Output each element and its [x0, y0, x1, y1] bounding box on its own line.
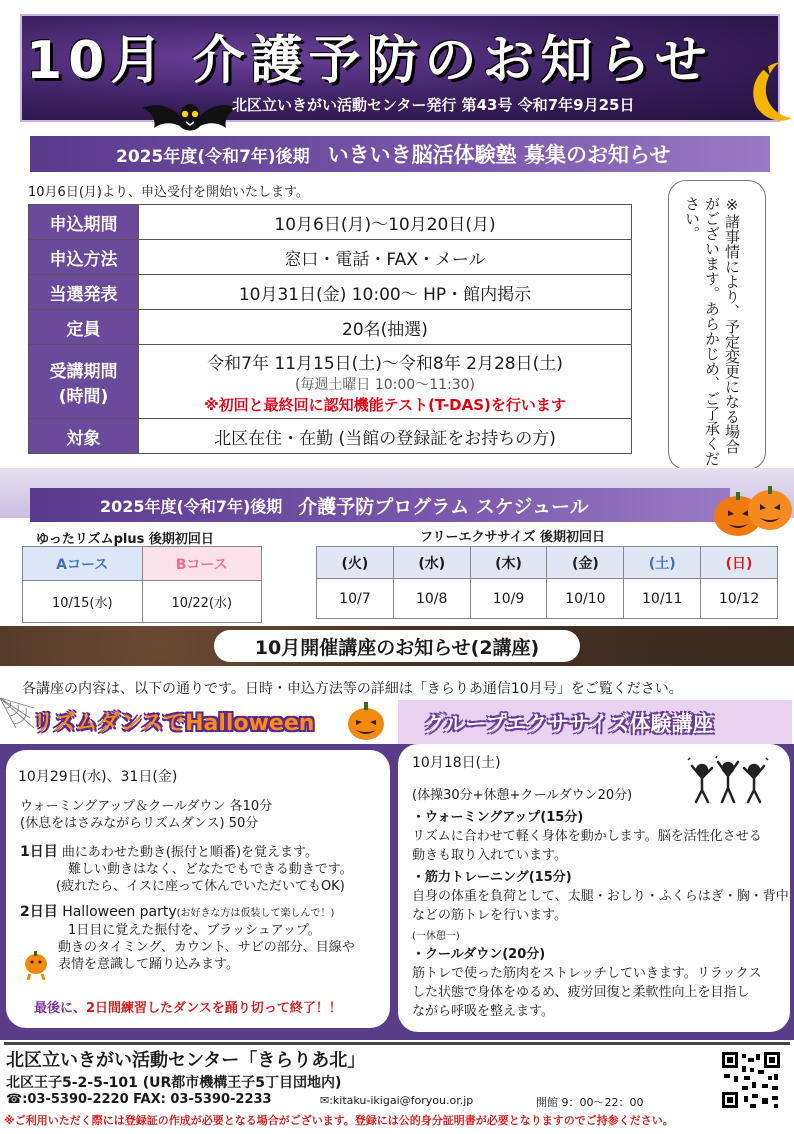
- day-cell: (金): [547, 547, 624, 579]
- notice-text: ※諸事情により、予定変更になる場合がございます。あらかじめ、ご了承ください。: [683, 196, 741, 466]
- section-bar-year: 2025年度(令和7年)後期: [100, 496, 283, 516]
- group-date: 10月18日(土): [412, 755, 501, 771]
- rhythm-day1: [20, 844, 353, 895]
- strength-line: などの筋トレを行います。: [412, 908, 567, 923]
- section-bar-heading: 介護予防プログラム スケジュール: [298, 495, 589, 518]
- row-label: 当選発表: [29, 275, 139, 310]
- rhythm-closing: [34, 997, 342, 1016]
- table-row: [29, 345, 632, 419]
- day-cell: (木): [470, 547, 547, 579]
- cooldown-line: した状態で身体をゆるめ、疲労回復と柔軟性向上を目指し: [412, 985, 750, 1000]
- group-cooldown: [412, 945, 761, 1021]
- courses-intro: 各講座の内容は、以下の通りです。日時・申込方法等の詳細は「きらりあ通信10月号」をご覧ください。: [22, 681, 683, 697]
- day1-line: 難しい動きはなく、どなたでもできる動きです。: [68, 862, 353, 877]
- date-cell: 10/12: [701, 579, 778, 619]
- pumpkin-character-icon: [22, 950, 50, 980]
- course-a-name: Aコース: [23, 547, 143, 581]
- day2-line: 動きのタイミング、カウント、サビの部分、目線や: [58, 940, 355, 955]
- warmup-heading: ・ウォーミングアップ(15分): [412, 810, 584, 825]
- registration-note: ※ご利用いただく際には登録証の作成が必要となる場合がございます。登録には公的身分証明書が必要となりますのでご持参ください。: [4, 1114, 674, 1127]
- table-row: [23, 547, 262, 581]
- course-b-name: Bコース: [142, 547, 262, 581]
- cooldown-heading: ・クールダウン(20分): [412, 947, 546, 962]
- facility-name: 北区立いきがい活動センター「きらりあ北」: [6, 1050, 366, 1071]
- rhythm-structure: [20, 798, 272, 832]
- spiderweb-icon: [0, 698, 34, 728]
- day2-heading: 2日目: [20, 904, 58, 920]
- row-label: 申込方法: [29, 240, 139, 275]
- rhythm-structure-line: (休息をはさみながらリズムダンス) 50分: [20, 816, 259, 831]
- bat-icon: [140, 92, 240, 138]
- group-strength: [412, 868, 789, 925]
- day-cell: (水): [393, 547, 470, 579]
- jack-o-lantern-icon: [344, 698, 388, 742]
- period-dates: 令和7年 11月15日(土)～令和8年 2月28日(土): [207, 353, 563, 374]
- row-value: 10月6日(月)～10月20日(月): [139, 205, 632, 240]
- day2-line: 1日目に覚えた振付を、ブラッシュアップ。: [68, 923, 321, 938]
- day2-line: Halloween party: [57, 904, 177, 920]
- table-row: [317, 579, 778, 619]
- rhythm-closing-lead: 最後に、: [34, 1001, 87, 1016]
- section-heading-courses: 10月開催講座のお知らせ(2講座): [214, 630, 580, 662]
- date-cell: 10/7: [317, 579, 394, 619]
- free-exercise-title: フリーエクササイズ 後期初回日: [420, 530, 605, 545]
- pumpkins-icon: [708, 482, 794, 538]
- row-value: 10月31日(金) 10:00～ HP・館内掲示: [139, 275, 632, 310]
- course-table: [22, 546, 262, 623]
- day1-line: (疲れたら、イスに座って休んでいただいてもOK): [56, 879, 345, 894]
- rhythm-day2: [20, 904, 355, 973]
- day-cell: (土): [624, 547, 701, 579]
- table-row: [29, 310, 632, 345]
- warmup-line: リズムに合わせて軽く身体を動かします。脳を活性化させる: [412, 829, 762, 844]
- facility-address: 北区王子5-2-5-101 (UR都市機構王子5丁目団地内): [6, 1075, 342, 1091]
- footer-divider: [4, 1042, 790, 1045]
- table-row: [29, 275, 632, 310]
- day2-costume-note: (お好きな方は仮装して楽しんで！): [176, 908, 335, 919]
- table-row: [29, 240, 632, 275]
- row-label: [29, 345, 139, 419]
- period-time: (毎週土曜日 10:00～11:30): [294, 376, 476, 393]
- period-label: 受講期間: [49, 361, 118, 382]
- row-value: 窓口・電話・FAX・メール: [139, 240, 632, 275]
- cooldown-line: 筋トレで使った筋肉をストレッチしていきます。リラックス: [412, 966, 762, 981]
- opening-hours: 開館 9：00～22：00: [536, 1096, 644, 1109]
- table-row: [317, 547, 778, 579]
- section-bar-heading: いきいき脳活体験塾 募集のお知らせ: [327, 143, 671, 167]
- warmup-line: 動きも取り入れています。: [412, 848, 567, 863]
- page-title: 10月 介護予防のお知らせ: [26, 31, 713, 91]
- date-cell: 10/10: [547, 579, 624, 619]
- rhythm-date: 10月29日(水)、31日(金): [18, 769, 178, 785]
- rhythm-structure-line: ウォーミングアップ＆クールダウン 各10分: [20, 799, 273, 814]
- table-row: [23, 581, 262, 623]
- facility-phone: ☎:03-5390-2220 FAX: 03-5390-2233: [6, 1092, 272, 1107]
- group-structure: (体操30分+休憩+クールダウン20分): [412, 788, 633, 803]
- row-value: [139, 345, 632, 419]
- date-cell: 10/11: [624, 579, 701, 619]
- strength-heading: ・筋力トレーニング(15分): [412, 870, 572, 885]
- free-exercise-table: [316, 546, 778, 619]
- date-cell: 10/9: [470, 579, 547, 619]
- group-rest: (一休憩一): [412, 931, 460, 942]
- facility-email: ✉:kitaku-ikigai@foryou.or.jp: [320, 1094, 474, 1107]
- group-course-title: グループエクササイズ体験講座: [424, 712, 714, 736]
- rhythm-closing-highlight: 2日間練習したダンスを踊り切って終了！！: [86, 1001, 342, 1016]
- table-row: [29, 419, 632, 454]
- application-intro: 10月6日(月)より、申込受付を開始いたします。: [28, 185, 309, 200]
- section-bar-year: 2025年度(令和7年)後期: [116, 146, 310, 167]
- exercise-people-icon: [686, 756, 770, 806]
- row-value: 20名(抽選): [139, 310, 632, 345]
- section-bar-brain: [30, 136, 770, 172]
- row-label: 定員: [29, 310, 139, 345]
- day-cell: (火): [317, 547, 394, 579]
- cooldown-line: ながら呼吸を整えます。: [412, 1004, 554, 1019]
- group-warmup: [412, 808, 762, 865]
- recruitment-table: [28, 204, 632, 454]
- section-bar-schedule: [30, 488, 730, 522]
- day1-heading: 1日目: [20, 844, 58, 860]
- row-value: 北区在住・在勤 (当館の登録証をお持ちの方): [139, 419, 632, 454]
- yuttari-title: ゆったリズムplus 後期初回日: [36, 532, 214, 547]
- day1-line: 曲にあわせた動き(振付と順番)を覚えます。: [57, 845, 318, 860]
- qr-code-icon[interactable]: [720, 1050, 782, 1110]
- row-label: 申込期間: [29, 205, 139, 240]
- course-b-date: 10/22(水): [142, 581, 262, 623]
- day2-line: 表情を意識して踊り込みます。: [58, 957, 239, 972]
- issue-info: 北区立いきがい活動センター発行 第43号 令和7年9月25日: [232, 96, 635, 114]
- date-cell: 10/8: [393, 579, 470, 619]
- period-time-label: (時間): [58, 386, 109, 407]
- table-row: [29, 205, 632, 240]
- day-cell: (日): [701, 547, 778, 579]
- row-label: 対象: [29, 419, 139, 454]
- rhythm-course-title: リズムダンスでHalloween: [32, 711, 315, 736]
- period-test-note: ※初回と最終回に認知機能テスト(T-DAS)を行います: [204, 395, 566, 414]
- moon-icon: [740, 58, 794, 124]
- course-a-date: 10/15(水): [23, 581, 143, 623]
- strength-line: 自身の体重を負荷として、太腿・おしり・ふくらはぎ・胸・背中: [412, 889, 789, 904]
